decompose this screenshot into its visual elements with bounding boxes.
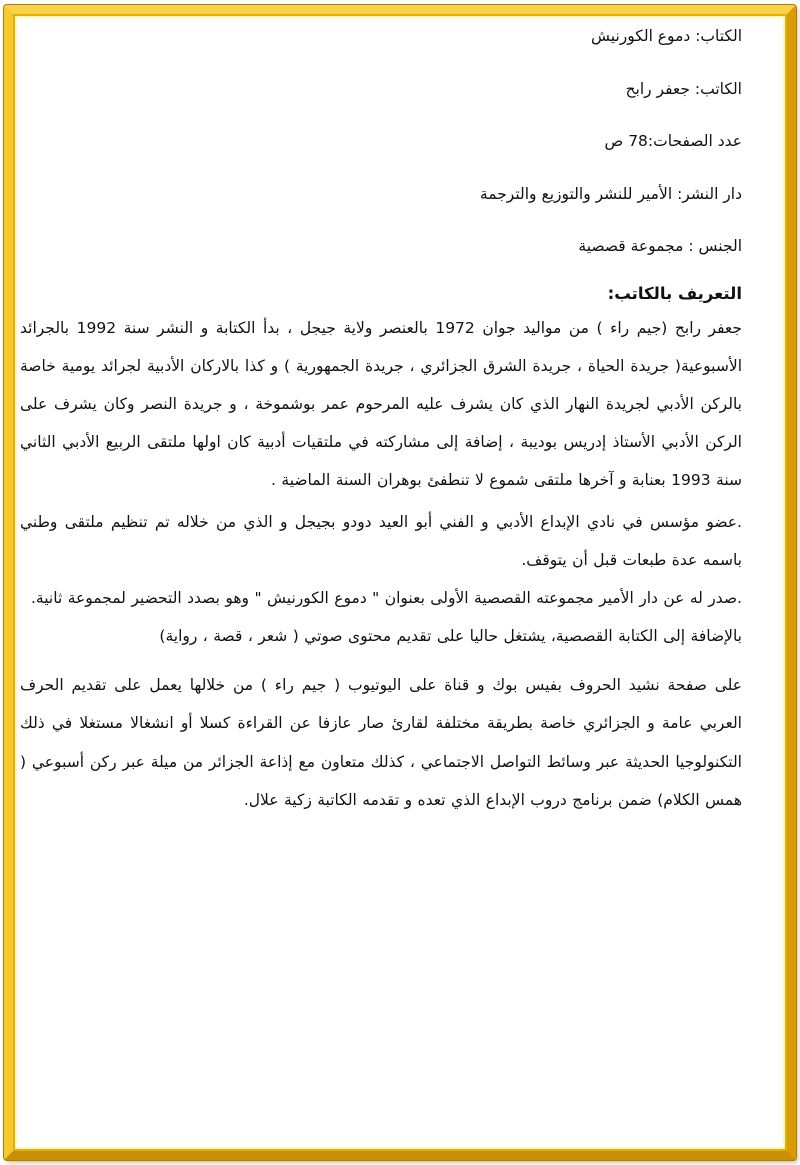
about-author-heading: التعريف بالكاتب:	[607, 283, 742, 303]
book-publisher-line: دار النشر: الأمير للنشر والتوزيع والترجمة	[479, 184, 742, 203]
book-title-line: الكتاب: دموع الكورنيش	[591, 27, 742, 45]
book-genre-line: الجنس : مجموعة قصصية	[578, 237, 742, 255]
bio-paragraph-social-radio: على صفحة نشيد الحروف بفيس بوك و قناة على اليوتيوب ( جيم راء ) من خلالها يعمل على تقديم الحرف العربي عامة و الجزائري خاصة بطريقة مختلفة لقارئ صار عازفا عن القراءة كسلا أو انشغالا مستغلا في ذلك التكنولوجيا الحديثة عبر وسائط التواصل الاجتماعي ، كذلك متعاون مع إذاعة الجزائر من ميلة عبر ركن أسبوعي ( همس الكلام) ضمن برنامج دروب الإبداع الذي تعده و تقدمه الكاتبة زكية علال.	[20, 675, 742, 809]
book-author-line: الكاتب: جعفر رابح	[625, 79, 742, 98]
bio-paragraph-club: .عضو مؤسس في نادي الإبداع الأدبي و الفني أبو العيد دودو بجيجل و الذي من خلاله تم تنظيم ملتقى وطني باسمه عدة طبعات قبل أن يتوقف.	[20, 512, 742, 569]
bio-paragraph-background: جعفر رابح (جيم راء ) من مواليد جوان 1972 بالعنصر ولاية جيجل ، بدأ الكتابة و النشر سنة 1992 بالجرائد الأسبوعية( جريدة الحياة ، جريدة الشرق الجزائري ، جريدة الجمهورية ) و كذا بالاركان الأدبية لجرائد يومية خاصة بالركن الأدبي لجريدة النهار الذي كان يشرف عليه المرحوم عمر بوشموخة ، و جريدة النصر وكان يشرف على الركن الأدبي الأستاذ إدريس بوديبة ، إضافة إلى مشاركته في ملتقيات أدبية كان اولها ملتقى الربيع الأدبي الثاني سنة 1993 بعنابة و آخرها ملتقى شموع لا تنطفئ بوهران السنة الماضية .	[20, 318, 742, 489]
bio-paragraph-audio-content: بالإضافة إلى الكتابة القصصية، يشتغل حاليا على تقديم محتوى صوتي ( شعر ، قصة ، رواية)	[159, 626, 742, 645]
document-content	[20, 10, 742, 820]
bio-paragraph-publication: .صدر له عن دار الأمير مجموعته القصصية الأولى بعنوان " دموع الكورنيش " وهو بصدد التحضير لمجموعة ثانية.	[31, 588, 742, 607]
book-pages-line: عدد الصفحات:78 ص	[604, 132, 742, 150]
